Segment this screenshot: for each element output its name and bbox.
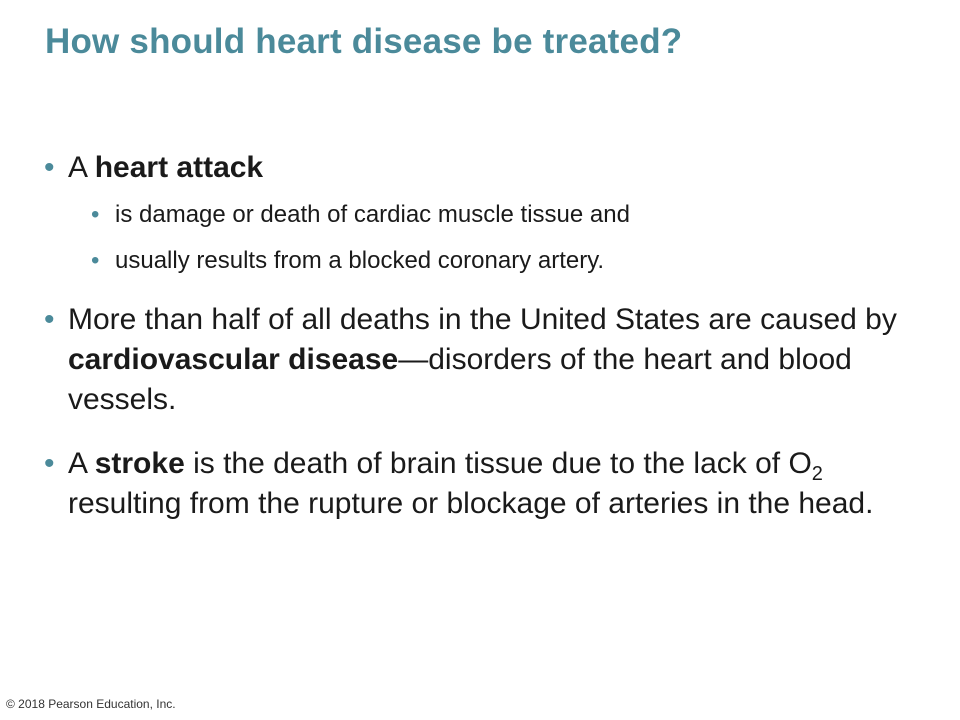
- term-stroke: stroke: [94, 447, 185, 480]
- bullet-dot-icon: •: [44, 447, 55, 480]
- bullet-dot-icon: •: [44, 303, 55, 336]
- sub-bullet-damage: [44, 200, 924, 230]
- bullet-lead-text: More than half of all deaths in the United States are caused by: [68, 303, 897, 336]
- bullet-tail-text: resulting from the rupture or blockage of arteries in the head.: [68, 487, 874, 520]
- bullet-heart-attack: [44, 148, 924, 188]
- sub-bullet-text: is damage or death of cardiac muscle tissue and: [115, 201, 630, 228]
- slide-title: How should heart disease be treated?: [45, 22, 683, 61]
- oxygen-subscript: 2: [811, 463, 823, 485]
- term-cardiovascular-disease: cardiovascular disease: [68, 343, 399, 376]
- bullet-lead-text: A: [68, 447, 95, 480]
- bullet-mid-text: is the death of brain tissue due to the lack of O: [184, 447, 812, 480]
- bullet-cardiovascular: [44, 300, 924, 420]
- bullet-stroke: [44, 444, 924, 524]
- bullet-tail-text: —disorders of the heart and blood vessels.: [68, 343, 852, 416]
- bullet-list: [44, 148, 924, 524]
- sub-bullet-text: usually results from a blocked coronary artery.: [115, 247, 605, 274]
- sub-bullet-cause: [44, 246, 924, 276]
- copyright-footer: © 2018 Pearson Education, Inc.: [6, 697, 176, 711]
- term-heart-attack: heart attack: [94, 151, 264, 184]
- bullet-dot-icon: •: [91, 247, 100, 274]
- bullet-dot-icon: •: [44, 151, 55, 184]
- bullet-dot-icon: •: [91, 201, 100, 228]
- bullet-lead-text: A: [68, 151, 95, 184]
